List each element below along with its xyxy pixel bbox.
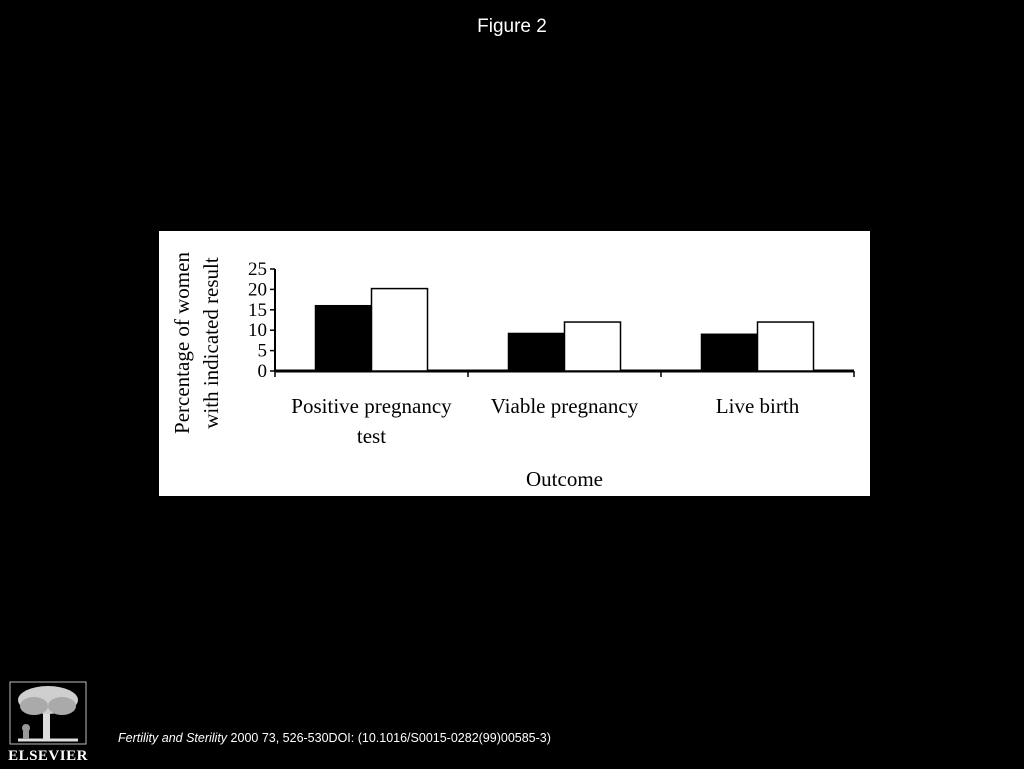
elsevier-logo <box>8 680 88 764</box>
y-axis-title: Percentage of women <box>170 252 194 434</box>
elsevier-tree-icon <box>8 680 88 764</box>
citation-journal: Fertility and Sterility <box>118 731 228 745</box>
bar-chart <box>159 231 870 496</box>
y-tick-label: 20 <box>248 279 267 301</box>
x-axis-title: Outcome <box>526 467 603 491</box>
x-category-label: Viable pregnancy <box>490 394 639 418</box>
y-tick-label: 0 <box>257 361 267 382</box>
x-category-label: test <box>356 424 387 448</box>
bar-viable-pregnancy-series-2 <box>565 322 621 371</box>
bar-positive-pregnancy-test-series-1 <box>316 306 372 371</box>
y-tick-label: 10 <box>248 320 267 342</box>
svg-text:ELSEVIER: ELSEVIER <box>8 748 88 764</box>
citation <box>118 731 551 745</box>
y-tick-label: 5 <box>257 340 267 362</box>
y-tick-label: 15 <box>248 299 267 321</box>
bar-live-birth-series-1 <box>702 334 758 371</box>
x-category-label: Live birth <box>715 394 800 418</box>
y-axis-title: with indicated result <box>199 257 223 429</box>
bar-viable-pregnancy-series-1 <box>509 333 565 371</box>
bar-positive-pregnancy-test-series-2 <box>372 289 428 371</box>
figure-title: Figure 2 <box>477 16 547 37</box>
bar-live-birth-series-2 <box>758 322 814 371</box>
bar-chart-svg <box>159 231 870 496</box>
y-tick-label: 25 <box>248 259 267 280</box>
x-category-label: Positive pregnancy <box>291 394 452 418</box>
citation-details: 2000 73, 526-530DOI: (10.1016/S0015-0282(99)00585-3) <box>227 731 551 745</box>
